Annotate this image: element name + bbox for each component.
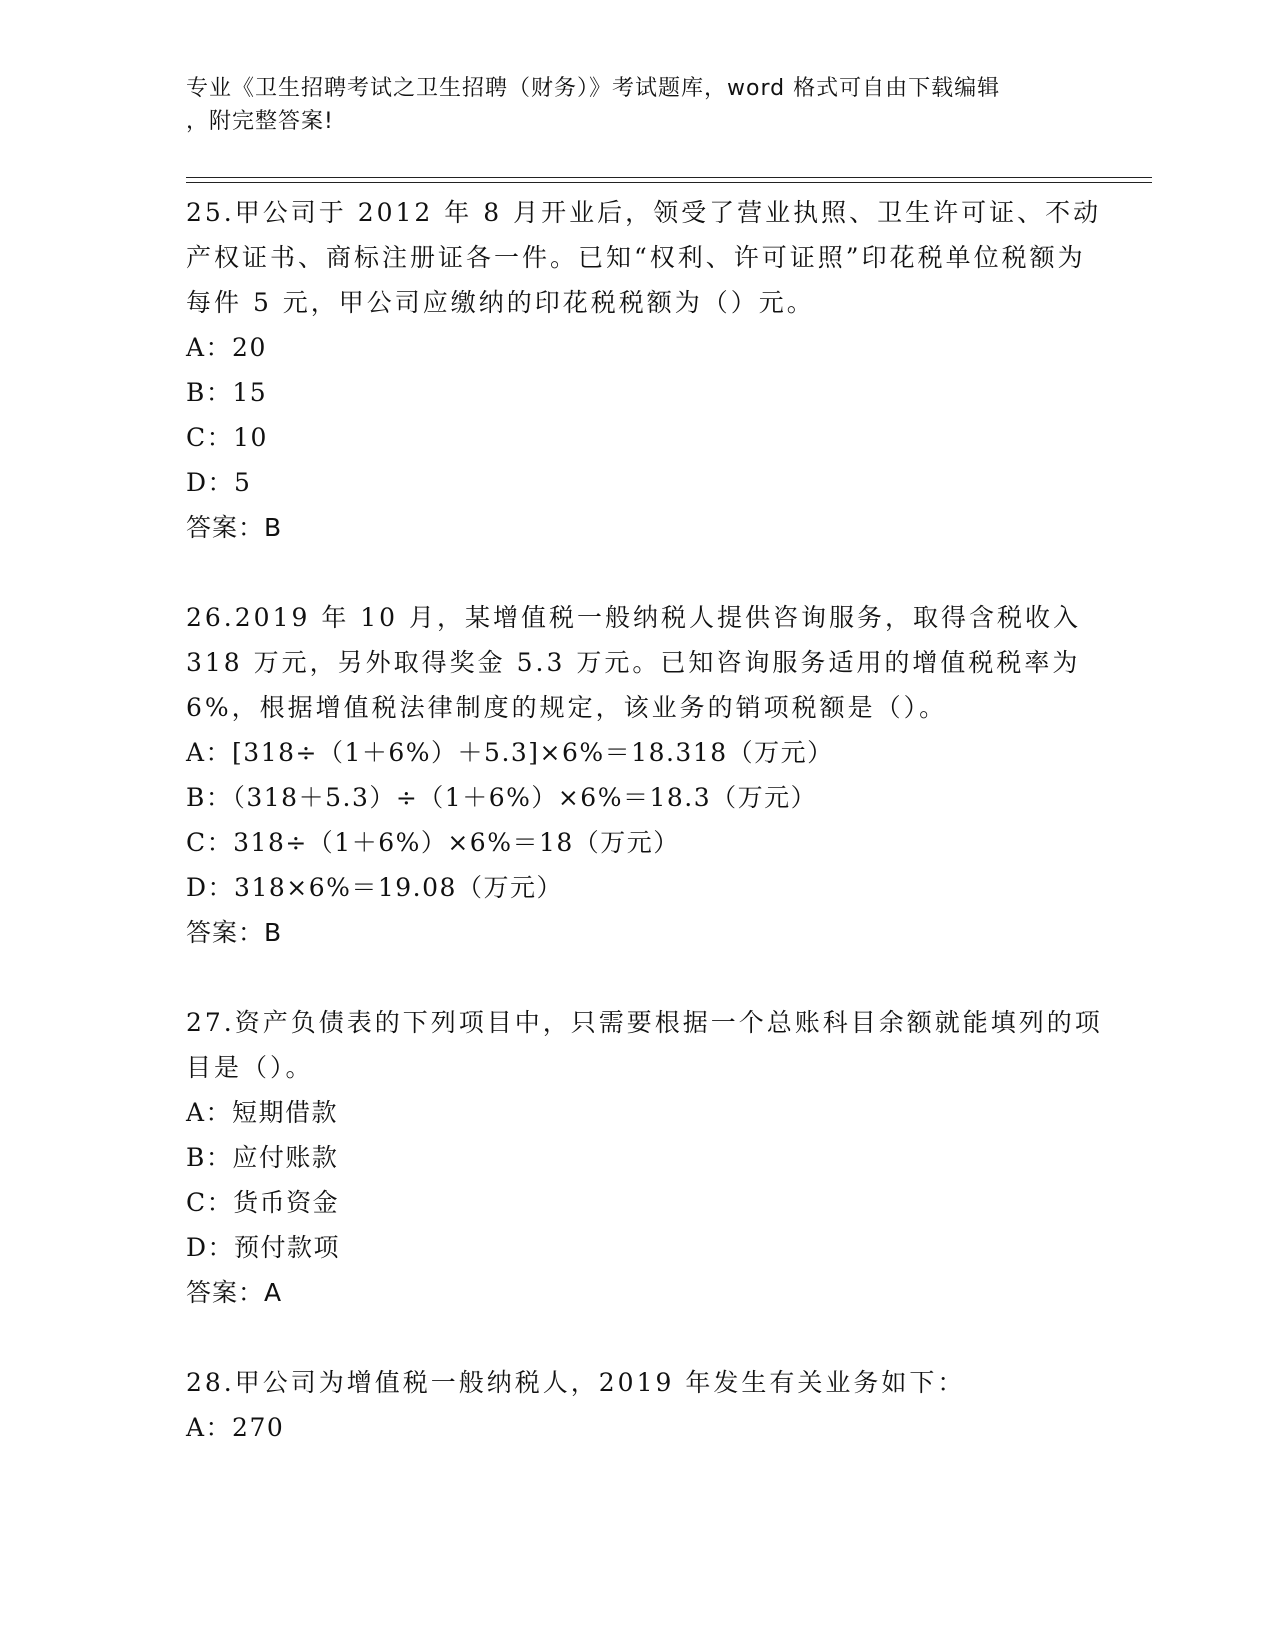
question-28: [186, 1360, 1106, 1450]
question-25: [186, 190, 1106, 550]
question-stem: 27.资产负债表的下列项目中，只需要根据一个总账科目余额就能填列的项目是（）。: [186, 1008, 1103, 1082]
answer: 答案：A: [186, 1278, 283, 1307]
header-divider-top: [186, 177, 1152, 178]
option-b: B：15: [186, 378, 268, 407]
question-list: [186, 190, 1106, 1450]
question-stem: 26.2019 年 10 月，某增值税一般纳税人提供咨询服务，取得含税收入 318 万元，另外取得奖金 5.3 万元。已知咨询服务适用的增值税税率为 6%，根据增值税法律制度的规定，该业务的销项税额是（）。: [186, 603, 1082, 722]
header-line-2: ，附完整答案!: [186, 109, 334, 134]
question-stem: 25.甲公司于 2012 年 8 月开业后，领受了营业执照、卫生许可证、不动产权证书、商标注册证各一件。已知“权利、许可证照”印花税单位税额为每件 5 元，甲公司应缴纳的印花税税额为（）元。: [186, 198, 1102, 317]
header-line-1: 专业《卫生招聘考试之卫生招聘（财务）》考试题库，word 格式可自由下载编辑: [186, 76, 1001, 101]
option-c: C：货币资金: [186, 1188, 340, 1217]
answer: 答案：B: [186, 918, 283, 947]
question-26: [186, 595, 1106, 955]
document-header: [186, 72, 1086, 138]
option-b: B：（318＋5.3）÷（1＋6%）×6%＝18.3（万元）: [186, 783, 818, 812]
option-a: A：短期借款: [186, 1098, 339, 1127]
option-a: A：[318÷（1＋6%）＋5.3]×6%＝18.318（万元）: [186, 738, 834, 767]
option-c: C：10: [186, 423, 268, 452]
option-a: A：20: [186, 333, 267, 362]
header-divider-bottom: [186, 182, 1152, 183]
option-b: B：应付账款: [186, 1143, 339, 1172]
option-d: D：318×6%＝19.08（万元）: [186, 873, 563, 902]
option-a: A：270: [186, 1413, 285, 1442]
option-d: D：预付款项: [186, 1233, 341, 1262]
question-stem: 28.甲公司为增值税一般纳税人，2019 年发生有关业务如下：: [186, 1368, 966, 1397]
question-27: [186, 1000, 1106, 1315]
option-d: D：5: [186, 468, 252, 497]
answer: 答案：B: [186, 513, 283, 542]
option-c: C：318÷（1＋6%）×6%＝18（万元）: [186, 828, 680, 857]
